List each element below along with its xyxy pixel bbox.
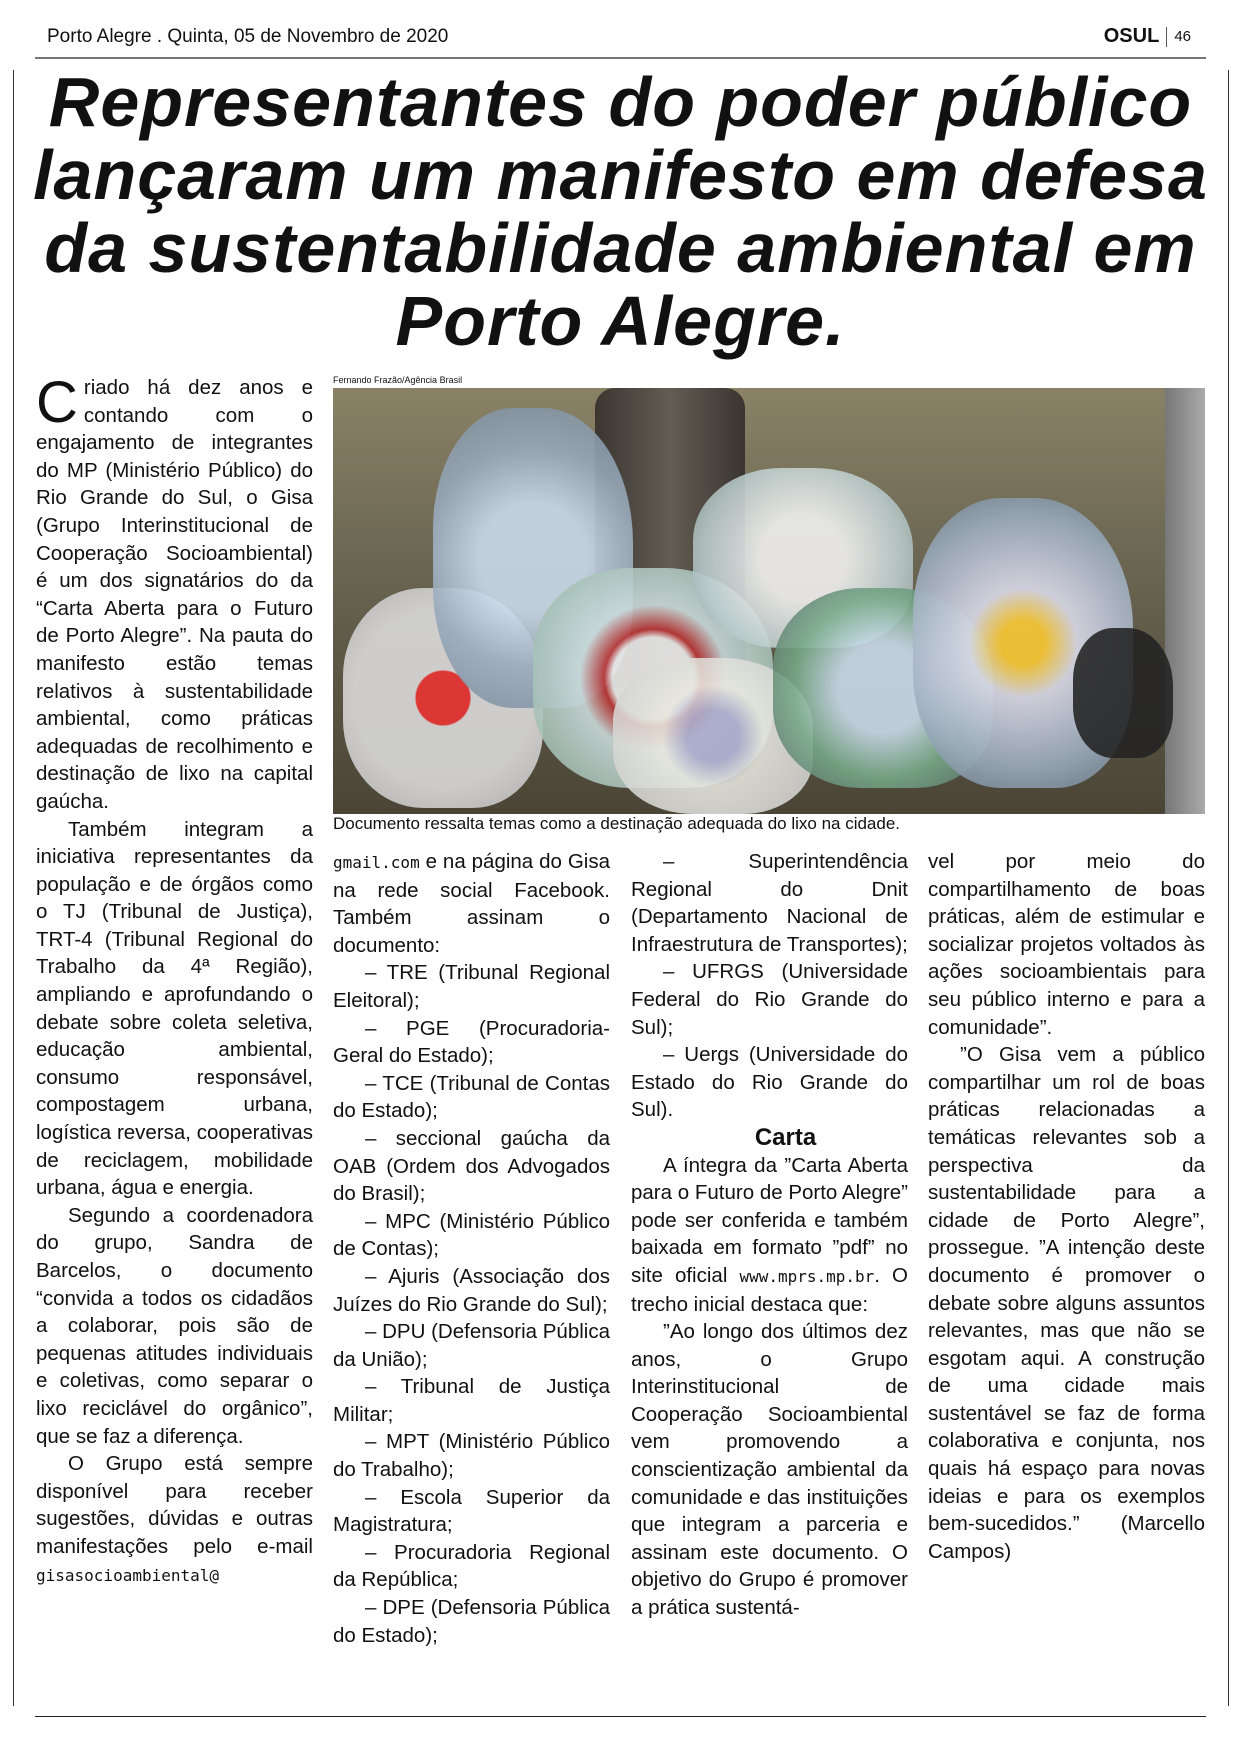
left-border <box>13 70 14 1706</box>
paragraph-end: . O trecho inicial destaca que: <box>631 1263 908 1316</box>
right-border <box>1228 70 1229 1706</box>
column-1 <box>36 370 313 1589</box>
list-item: – MPT (Ministério Público do Trabalho); <box>333 1430 610 1482</box>
list-item: – MPC (Ministério Público de Contas); <box>333 1209 610 1261</box>
curb <box>1165 388 1205 814</box>
list-item: – DPE (Defensoria Pública do Estado); <box>333 1596 610 1647</box>
divider <box>1166 27 1167 47</box>
paragraph: vel por meio do compartilhamento de boas práticas, além de estimular e socializar projetos voltados às ações socioambientais para seu público interno e para a comunidade”. <box>928 850 1205 1039</box>
column-4 <box>928 848 1205 1565</box>
list-item: – seccional gaúcha da OAB (Ordem dos Advogados do Brasil); <box>333 1126 610 1206</box>
page-number: 46 <box>1174 28 1191 45</box>
list-item: – UFRGS (Universidade Federal do Rio Grande do Sul); <box>631 960 908 1039</box>
subheading: Carta <box>754 1123 817 1151</box>
list-item: – PGE (Procuradoria-Geral do Estado); <box>333 1016 610 1068</box>
headline: Representantes do poder público lançaram um manifesto em defesa da sustentabilidade ambiental em Porto Alegre. <box>33 63 1208 360</box>
email-link[interactable]: gisasocioambiental@ <box>36 1565 220 1585</box>
paragraph: ”Ao longo dos últimos dez anos, o Grupo Interinstitucional de Cooperação Socioambiental vem promovendo a conscientização ambiental da comunidade e das instituições que integram a parceria e assinam este documento. O objetivo do Grupo é promover a prática sustentá- <box>631 1320 908 1620</box>
photo-caption: Documento ressalta temas como a destinação adequada do lixo na cidade. <box>333 814 901 833</box>
paragraph: riado há dez anos e contando com o engajamento de integrantes do MP (Ministério Público) do Rio Grande do Sul, o Gisa (Grupo Interinstitucional de Cooperação Socioambiental) é um dos signatários do da “Carta Aberta para o Futuro de Porto Alegre”. Na pauta do manifesto estão temas relativos à sustentabilidade ambiental, como práticas adequadas de recolhimento e destinação de lixo na capital gaúcha. <box>36 376 313 813</box>
edition-date: Porto Alegre . Quinta, 05 de Novembro de 2020 <box>47 26 449 47</box>
paragraph: O Grupo está sempre disponível para receber sugestões, dúvidas e outras manifestações pelo e-mail <box>36 1452 313 1558</box>
paragraph: ”O Gisa vem a público compartilhar um rol de boas práticas relacionadas a temáticas relevantes sob a perspectiva da sustentabilidade para a cidade de Porto Alegre”, prossegue. ”A intenção deste documento é promover o debate sobre alguns assuntos relevantes, mas que não se esgotam aqui. A construção de uma cidade mais sustentável se faz de forma colaborativa e conjunta, nos quais há espaço para novas ideias e para os exemplos bem-sucedidos.” (Marcello Campos) <box>928 1043 1205 1563</box>
site-link[interactable]: www.mprs.mp.br <box>739 1266 875 1286</box>
list-item: – TRE (Tribunal Regional Eleitoral); <box>333 961 610 1012</box>
masthead <box>1104 25 1191 48</box>
list-item: – Tribunal de Justiça Militar; <box>333 1375 610 1426</box>
bag <box>1073 628 1173 758</box>
photo-credit: Fernando Frazão/Agência Brasil <box>333 375 463 385</box>
drop-cap: C <box>36 370 78 435</box>
list-item: – Ajuris (Associação dos Juízes do Rio Grande do Sul); <box>333 1264 610 1316</box>
list-item: – TCE (Tribunal de Contas do Estado); <box>333 1071 610 1123</box>
email-link[interactable]: gmail.com <box>333 853 420 872</box>
paragraph: A íntegra da ”Carta Aberta para o Futuro de Porto Alegre” pode ser conferida e também baixada em formato ”pdf” no site oficial <box>631 1153 908 1287</box>
column-3 <box>631 848 908 1622</box>
list-item: – Uergs (Universidade do Estado do Rio Grande do Sul). <box>631 1043 908 1122</box>
list-item: – Escola Superior da Magistratura; <box>333 1485 610 1537</box>
list-item: – Superintendência Regional do Dnit (Departamento Nacional de Infraestrutura de Transportes); <box>631 850 908 956</box>
paragraph: Segundo a coordenadora do grupo, Sandra de Barcelos, o documento “convida a todos os cidadãos a colaborar, pois são de pequenas atitudes individuais e coletivas, como separar o lixo reciclável do orgânico”, que se faz a diferença. <box>36 1203 313 1448</box>
paragraph: e na página do Gisa na rede social Facebook. Também assinam o documento: <box>333 850 610 957</box>
list-item: – DPU (Defensoria Pública da União); <box>333 1320 610 1371</box>
column-2 <box>333 848 610 1649</box>
brand-logo: OSUL <box>1103 25 1160 47</box>
top-rule <box>35 57 1206 59</box>
bottom-rule <box>35 1716 1206 1717</box>
list-item: – Procuradoria Regional da República; <box>333 1540 610 1592</box>
paragraph: Também integram a iniciativa representantes da população e de órgãos como o TJ (Tribunal de Justiça), TRT-4 (Tribunal Regional do Trabalho da 4ª Região), ampliando e aprofundando o debate sobre coleta seletiva, educação ambiental, consumo responsável, compostagem urbana, logística reversa, cooperativas de reciclagem, mobilidade urbana, água e energia. <box>36 817 313 1200</box>
photo-trash-bags <box>333 388 1205 814</box>
